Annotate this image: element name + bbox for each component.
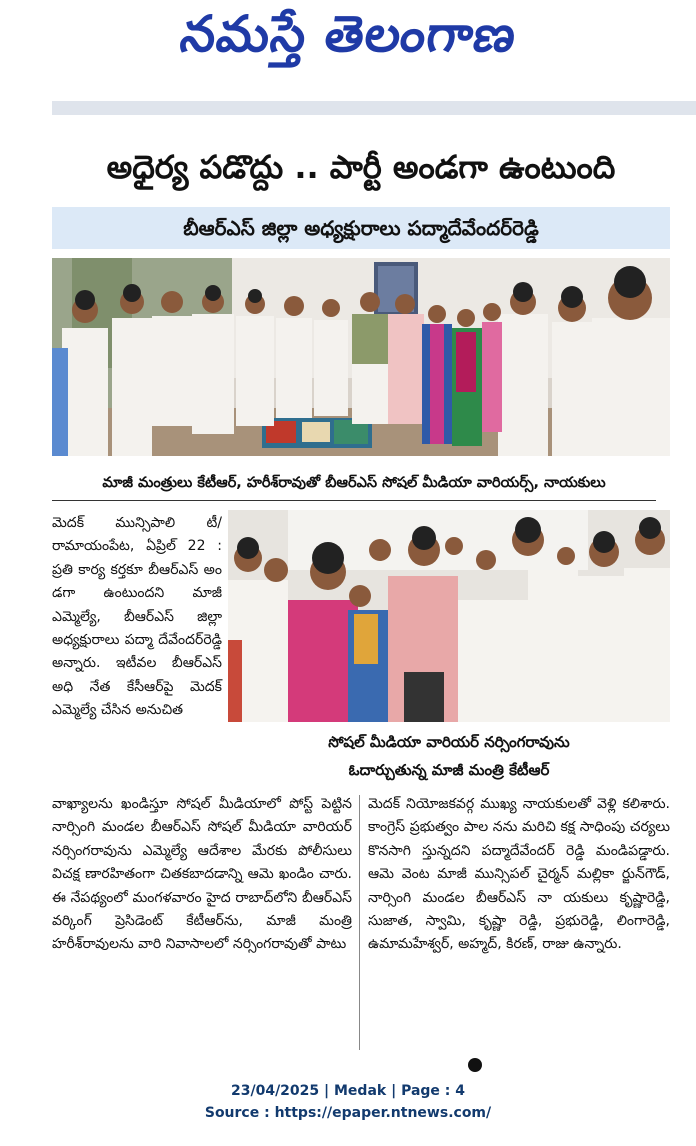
- caption-line-2: ఓదార్చుతున్న మాజీ మంత్రి కేటీఆర్: [348, 761, 550, 779]
- group-photo-caption: మాజీ మంత్రులు కేటీఆర్, హరీశ్‌రావుతో బీఆర్‌ఎస్ సోషల్ మీడియా వారియర్స్, నాయకులు: [52, 466, 656, 501]
- newspaper-masthead: [0, 0, 696, 78]
- masthead-title: నమస్తే తెలంగాణ: [176, 4, 521, 63]
- article-end-bullet: [468, 1058, 482, 1072]
- edition-info: 23/04/2025 | Medak | Page : 4: [230, 1083, 466, 1099]
- article-subhead: బీఆర్‌ఎస్ జిల్లా అధ్యక్షురాలు పద్మాదేవేందర్‌రెడ్డి: [52, 207, 670, 249]
- column-divider: [359, 795, 360, 1050]
- ktr-consoling-photo-illustration: [228, 510, 670, 722]
- article-body-column-1: మెదక్ మున్సిపాలి టీ/రామాయంపేట, ఏప్రిల్ 22 : ప్రతి కార్య కర్తకూ బీఆర్‌ఎస్ అం డగా ఉంటుందని మాజీ ఎమ్మెల్యే, బీఆర్‌ఎస్ జిల్లా అధ్యక్షురాలు పద్మా దేవేందర్‌రెడ్డి అన్నారు. ఇటీవల బీఆర్‌ఎస్ అధి నేత కేసీఆర్‌పై మెదక్ ఎమ్మెల్యే చేసిన అనుచిత: [52, 515, 222, 719]
- article-headline: అధైర్య పడొద్దు .. పార్టీ అండగా ఉంటుంది: [106, 148, 616, 186]
- ktr-consoling-caption: [228, 728, 670, 788]
- caption-line-1: సోషల్ మీడియా వారియర్ నర్సింగరావును: [328, 733, 570, 751]
- source-link[interactable]: Source : https://epaper.ntnews.com/: [204, 1105, 492, 1121]
- article-body-column-2: వాఖ్యాలను ఖండిస్తూ సోషల్ మీడియాలో పోస్ట్ పెట్టిన నార్సింగి మండల బీఆర్‌ఎస్ సోషల్ మీడియా వారియర్ నర్సింగరావును ఎమ్మెల్యే ఆదేశాల మేరకు పోలీసులు విచక్ష ణారహితంగా చితకబాదడాన్ని ఆమె ఖండిం చారు. ఈ నేపథ్యంలో మంగళవారం హైద రాబాద్‌లోని బీఆర్‌ఎస్ వర్కింగ్ ప్రెసిడెంట్ కేటీఆర్‌ను, మాజీ మంత్రి హరీశ్‌రావులను వారి నివాసాలలో నర్సింగరావుతో పాటు: [52, 796, 352, 953]
- group-photo: [52, 258, 670, 456]
- article-body-column-3: మెదక్ నియోజకవర్గ ముఖ్య నాయకులతో వెళ్లి కలిశారు. కాంగ్రెస్ ప్రభుత్వం పాల నను మరిచి కక్ష సాధింపు చర్యలు కొనసాగి స్తున్నదని పద్మాదేవేందర్ రెడ్డి మండిపడ్డారు. ఆమె వెంట మాజీ మున్సిపల్ చైర్మన్ మల్లికా ర్జున్‌గౌడ్, నార్సింగి మండల బీఆర్‌ఎస్ నా యకులు కృష్ణారెడ్డి, సుజాత, స్వామి, కృష్ణా రెడ్డి, ప్రభురెడ్డి, లింగారెడ్డి, ఉమామహేశ్వర్, అహ్మద్, కిరణ్, రాజు ఉన్నారు.: [368, 796, 670, 953]
- header-divider-band: [52, 101, 696, 115]
- group-photo-illustration: [52, 258, 670, 456]
- ktr-consoling-photo: [228, 510, 670, 722]
